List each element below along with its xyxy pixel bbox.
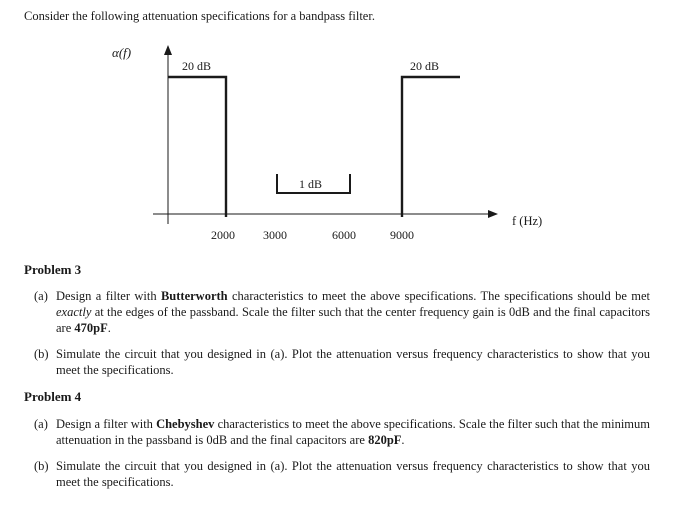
tick-label: 6000	[332, 228, 356, 242]
passband-label: 1 dB	[299, 177, 323, 191]
part-label: (b)	[34, 459, 49, 473]
tick-label: 9000	[390, 228, 414, 242]
part-label: (a)	[34, 417, 48, 431]
part-text: Simulate the circuit that you designed in (a). Plot the attenuation versus frequency characteristics to show that you meet the specifications.	[56, 459, 650, 489]
tick-label: 2000	[211, 228, 235, 242]
part-text: Simulate the circuit that you designed in (a). Plot the attenuation versus frequency characteristics to show that you meet the specifications.	[56, 347, 650, 377]
part-label: (b)	[34, 347, 49, 361]
problem-3-part-a	[34, 288, 650, 336]
stopband-high-mask	[402, 77, 460, 217]
stopband-high-label: 20 dB	[410, 59, 440, 73]
x-axis-label: f (Hz)	[512, 214, 543, 228]
stopband-low-label: 20 dB	[182, 59, 212, 73]
problem-3-part-b	[34, 346, 650, 378]
problem-3-title: Problem 3	[24, 262, 82, 277]
problem-4-title: Problem 4	[24, 389, 82, 404]
part-text: Design a filter with Butterworth characteristics to meet the above specifications. The specifications should be met exactly at the edges of the passband. Scale the filter such that the center frequency gain is 0dB and the final capacitors are 470pF.	[56, 289, 650, 335]
stopband-low-mask	[168, 77, 226, 217]
intro-text: Consider the following attenuation specifications for a bandpass filter.	[24, 9, 375, 23]
problem-4-part-a	[34, 416, 650, 448]
problem-4-part-b	[34, 458, 650, 490]
part-label: (a)	[34, 289, 48, 303]
tick-label: 3000	[263, 228, 287, 242]
part-text: Design a filter with Chebyshev characteristics to meet the above specifications. Scale the filter such that the minimum attenuation in the passband is 0dB and the final capacitors are 820pF.	[56, 417, 650, 447]
y-axis-label: α(f)	[112, 45, 132, 60]
